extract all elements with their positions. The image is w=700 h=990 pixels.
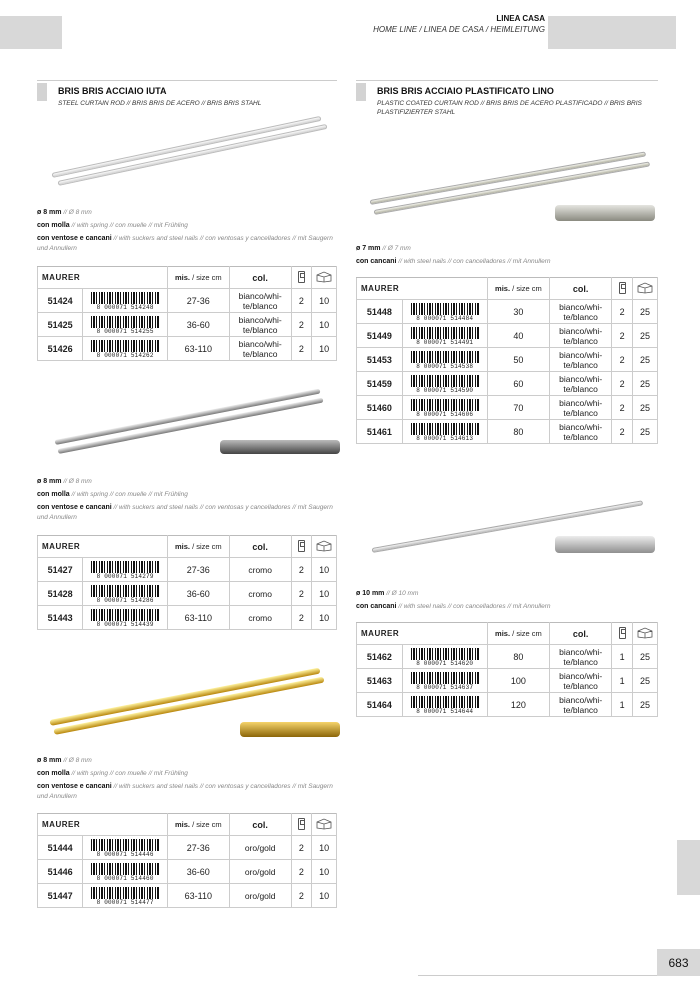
box-icon: [312, 267, 337, 289]
product-code: 51426: [38, 337, 83, 361]
qty-box: 25: [633, 420, 658, 444]
product-code: 51459: [357, 372, 403, 396]
box-icon: [633, 623, 658, 645]
barcode: 8 000071 514460: [83, 860, 168, 884]
header-title: LINEA CASA: [496, 14, 545, 23]
color-cell: cromo: [229, 606, 291, 630]
qty-pack: 2: [612, 420, 633, 444]
left-section-rule: [37, 80, 337, 81]
qty-pack: 2: [291, 313, 312, 337]
table-row: [357, 396, 658, 420]
qty-pack: 2: [612, 396, 633, 420]
table-row: [38, 860, 337, 884]
size-cell: 63-110: [167, 884, 229, 908]
box-icon: [312, 814, 337, 836]
table-row: [38, 558, 337, 582]
product-table-plastic-7mm: [356, 277, 658, 444]
qty-box: 10: [312, 558, 337, 582]
qty-box: 25: [633, 396, 658, 420]
color-cell: oro/gold: [229, 860, 291, 884]
color-cell: bianco/whi-te/blanco: [550, 669, 612, 693]
table-row: [357, 372, 658, 396]
qty-box: 10: [312, 606, 337, 630]
qty-box: 10: [312, 337, 337, 361]
table-row: [357, 324, 658, 348]
barcode: 8 000071 514613: [402, 420, 487, 444]
page-number: 683: [657, 949, 700, 976]
size-cell: 36-60: [167, 582, 229, 606]
barcode: 8 000071 514484: [402, 300, 487, 324]
left-section-subtitle: STEEL CURTAIN ROD // BRIS BRIS DE ACERO // BRIS BRIS STAHL: [58, 100, 262, 107]
barcode: 8 000071 514477: [83, 884, 168, 908]
product-code: 51425: [38, 313, 83, 337]
product-table-plastic-10mm: [356, 622, 658, 717]
product-code: 51447: [38, 884, 83, 908]
right-section-title: BRIS BRIS ACCIAIO PLASTIFICATO LINO: [377, 86, 554, 96]
left-group3-specs: ø 8 mm // Ø 8 mm con molla // with spring // con muelle // mit Frühling con ventose e cancani // with suckers and steel nails // con ventosas y cancelladores // mit Saugern und Annullern: [37, 757, 333, 800]
header-tab-left: [0, 16, 62, 49]
table-row: [38, 582, 337, 606]
qty-box: 10: [312, 884, 337, 908]
color-cell: bianco/whi-te/blanco: [550, 372, 612, 396]
product-image-plastic-rods: [360, 130, 660, 230]
barcode: 8 000071 514439: [83, 606, 168, 630]
barcode: 8 000071 514279: [83, 558, 168, 582]
size-cell: 36-60: [167, 313, 229, 337]
product-image-gold-rods: [40, 652, 340, 747]
qty-box: 10: [312, 289, 337, 313]
right-section-marker: [356, 83, 366, 101]
size-header: mis. / size cm: [167, 814, 229, 836]
size-cell: 27-36: [167, 558, 229, 582]
product-code: 51449: [357, 324, 403, 348]
size-cell: 120: [487, 693, 549, 717]
barcode: 8 000071 514286: [83, 582, 168, 606]
size-header: mis. / size cm: [487, 623, 549, 645]
left-group1-specs: ø 8 mm // Ø 8 mm con molla // with spring // con muelle // mit Frühling con ventose e cancani // with suckers and steel nails // con ventosas y cancelladores // mit Saugern und Annullern: [37, 209, 333, 252]
color-header: col.: [229, 814, 291, 836]
qty-box: 10: [312, 582, 337, 606]
barcode: 8 000071 514644: [402, 693, 487, 717]
product-code: 51428: [38, 582, 83, 606]
size-header: mis. / size cm: [167, 267, 229, 289]
qty-pack: 1: [612, 693, 633, 717]
color-cell: oro/gold: [229, 884, 291, 908]
box-icon: [312, 536, 337, 558]
size-cell: 63-110: [167, 606, 229, 630]
barcode: 8 000071 514255: [83, 313, 168, 337]
color-cell: bianco/whi-te/blanco: [229, 313, 291, 337]
qty-box: 10: [312, 836, 337, 860]
product-image-white-rods: [40, 118, 340, 203]
qty-pack: 2: [291, 884, 312, 908]
color-header: col.: [229, 536, 291, 558]
brand-logo: MAURER: [357, 623, 488, 645]
right-section-subtitle: PLASTIC COATED CURTAIN ROD // BRIS BRIS DE ACERO PLASTIFICADO // BRIS BRIS PLASTIFIZIERTER STAHL: [377, 100, 642, 116]
product-code: 51460: [357, 396, 403, 420]
size-header: mis. / size cm: [487, 278, 549, 300]
barcode: 8 000071 514620: [402, 645, 487, 669]
color-cell: oro/gold: [229, 836, 291, 860]
color-header: col.: [229, 267, 291, 289]
size-cell: 60: [487, 372, 549, 396]
product-code: 51464: [357, 693, 403, 717]
product-code: 51448: [357, 300, 403, 324]
pack-icon: [291, 536, 312, 558]
size-header: mis. / size cm: [167, 536, 229, 558]
color-header: col.: [550, 623, 612, 645]
pack-icon: [612, 623, 633, 645]
product-code: 51427: [38, 558, 83, 582]
color-cell: bianco/whi-te/blanco: [229, 337, 291, 361]
footer-rule: [418, 975, 658, 976]
qty-pack: 2: [291, 582, 312, 606]
table-row: [357, 420, 658, 444]
right-section-rule: [356, 80, 658, 81]
barcode: 8 000071 514491: [402, 324, 487, 348]
size-cell: 80: [487, 420, 549, 444]
table-row: [357, 669, 658, 693]
size-cell: 40: [487, 324, 549, 348]
table-row: [357, 645, 658, 669]
size-cell: 27-36: [167, 289, 229, 313]
barcode: 8 000071 514446: [83, 836, 168, 860]
pack-icon: [291, 267, 312, 289]
product-table-white: [37, 266, 337, 361]
color-cell: bianco/whi-te/blanco: [550, 300, 612, 324]
qty-pack: 2: [291, 558, 312, 582]
product-code: 51462: [357, 645, 403, 669]
qty-pack: 1: [612, 669, 633, 693]
right-group2-specs: ø 10 mm // Ø 10 mm con cancani // with steel nails // con cancelladores // mit Annullern: [356, 590, 551, 610]
table-row: [357, 693, 658, 717]
brand-logo: MAURER: [38, 536, 168, 558]
table-row: [38, 884, 337, 908]
pack-icon: [291, 814, 312, 836]
right-group1-specs: ø 7 mm // Ø 7 mm con cancani // with steel nails // con cancelladores // mit Annullern: [356, 245, 551, 265]
product-code: 51461: [357, 420, 403, 444]
size-cell: 80: [487, 645, 549, 669]
product-code: 51446: [38, 860, 83, 884]
qty-box: 25: [633, 300, 658, 324]
pack-icon: [612, 278, 633, 300]
table-row: [38, 606, 337, 630]
size-cell: 30: [487, 300, 549, 324]
table-row: [357, 348, 658, 372]
qty-pack: 2: [612, 348, 633, 372]
header-subtitle: HOME LINE / LINEA DE CASA / HEIMLEITUNG: [373, 25, 545, 34]
qty-pack: 2: [612, 324, 633, 348]
qty-box: 10: [312, 860, 337, 884]
qty-pack: 1: [612, 645, 633, 669]
barcode: 8 000071 514248: [83, 289, 168, 313]
product-code: 51443: [38, 606, 83, 630]
product-code: 51444: [38, 836, 83, 860]
table-row: [38, 313, 337, 337]
product-code: 51424: [38, 289, 83, 313]
left-group2-specs: ø 8 mm // Ø 8 mm con molla // with spring // con muelle // mit Frühling con ventose e cancani // with suckers and steel nails // con ventosas y cancelladores // mit Saugern und Annullern: [37, 478, 333, 521]
qty-box: 10: [312, 313, 337, 337]
qty-pack: 2: [612, 300, 633, 324]
size-cell: 63-110: [167, 337, 229, 361]
qty-box: 25: [633, 324, 658, 348]
size-cell: 27-36: [167, 836, 229, 860]
color-cell: bianco/whi-te/blanco: [550, 420, 612, 444]
size-cell: 50: [487, 348, 549, 372]
table-row: [38, 337, 337, 361]
color-cell: cromo: [229, 582, 291, 606]
barcode: 8 000071 514606: [402, 396, 487, 420]
qty-pack: 2: [612, 372, 633, 396]
color-cell: bianco/whi-te/blanco: [550, 396, 612, 420]
color-cell: bianco/whi-te/blanco: [550, 645, 612, 669]
product-table-gold: [37, 813, 337, 908]
qty-pack: 2: [291, 606, 312, 630]
size-cell: 36-60: [167, 860, 229, 884]
size-cell: 70: [487, 396, 549, 420]
color-cell: bianco/whi-te/blanco: [550, 348, 612, 372]
color-cell: bianco/whi-te/blanco: [550, 324, 612, 348]
box-icon: [633, 278, 658, 300]
color-cell: bianco/whi-te/blanco: [550, 693, 612, 717]
qty-box: 25: [633, 348, 658, 372]
brand-logo: MAURER: [38, 267, 168, 289]
qty-box: 25: [633, 693, 658, 717]
qty-box: 25: [633, 669, 658, 693]
side-tab: [677, 840, 700, 895]
qty-pack: 2: [291, 836, 312, 860]
left-section-title: BRIS BRIS ACCIAIO IUTA: [58, 86, 167, 96]
size-cell: 100: [487, 669, 549, 693]
color-cell: bianco/whi-te/blanco: [229, 289, 291, 313]
product-table-chrome: [37, 535, 337, 630]
brand-logo: MAURER: [357, 278, 488, 300]
product-image-chrome-rods: [40, 378, 340, 468]
table-row: [357, 300, 658, 324]
qty-box: 25: [633, 645, 658, 669]
barcode: 8 000071 514262: [83, 337, 168, 361]
table-row: [38, 289, 337, 313]
table-row: [38, 836, 337, 860]
product-code: 51453: [357, 348, 403, 372]
qty-pack: 2: [291, 860, 312, 884]
brand-logo: MAURER: [38, 814, 168, 836]
qty-pack: 2: [291, 289, 312, 313]
left-section-marker: [37, 83, 47, 101]
header-tab-right: [548, 16, 676, 49]
qty-box: 25: [633, 372, 658, 396]
color-header: col.: [550, 278, 612, 300]
product-code: 51463: [357, 669, 403, 693]
qty-pack: 2: [291, 337, 312, 361]
barcode: 8 000071 514538: [402, 348, 487, 372]
barcode: 8 000071 514590: [402, 372, 487, 396]
product-image-plastic-10mm-rod: [360, 480, 660, 575]
color-cell: cromo: [229, 558, 291, 582]
barcode: 8 000071 514637: [402, 669, 487, 693]
